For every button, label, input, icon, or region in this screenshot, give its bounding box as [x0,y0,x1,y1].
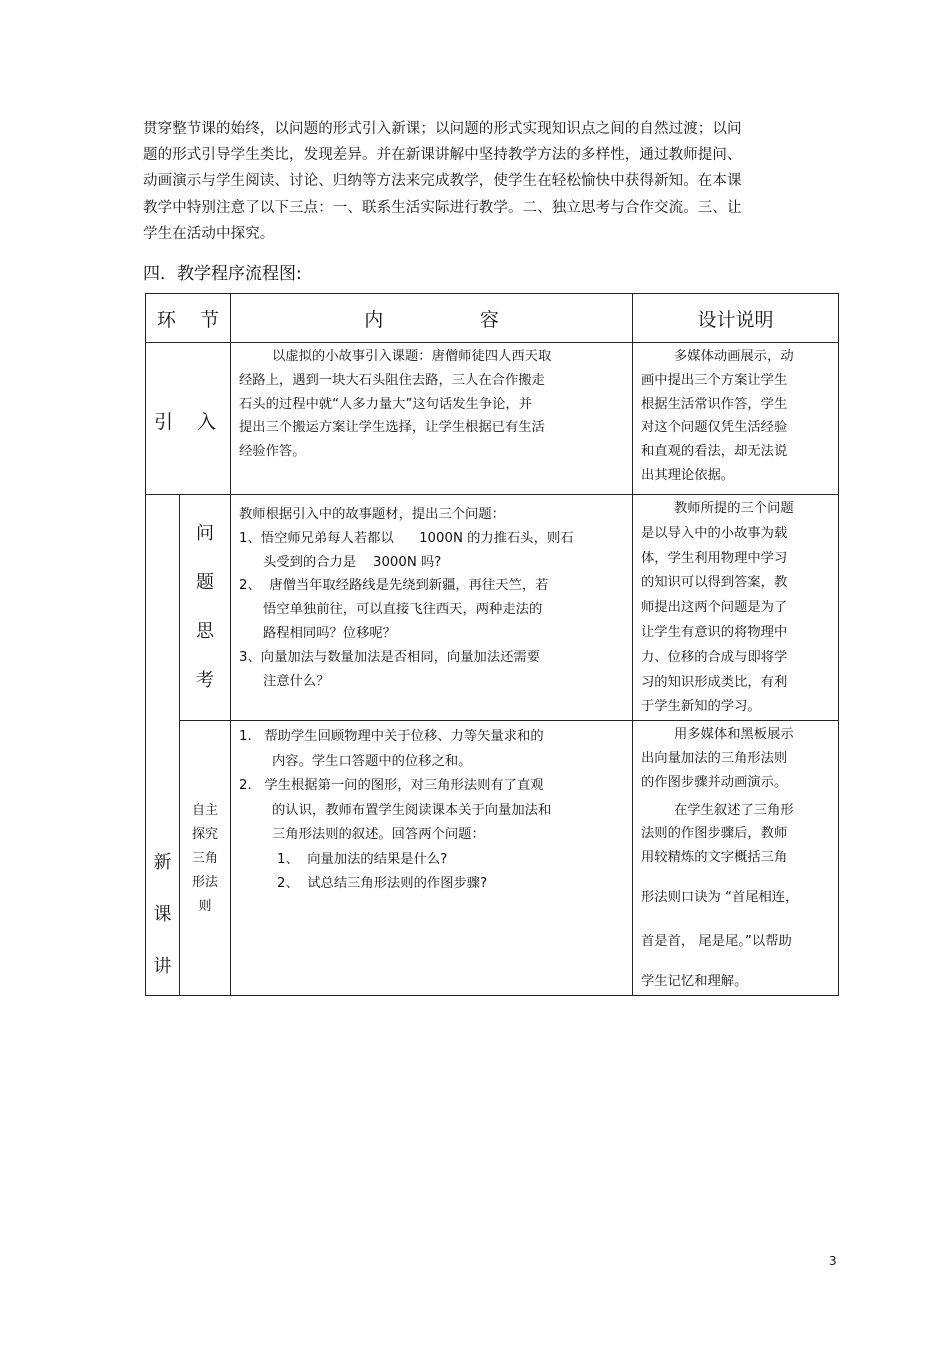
note-line: 用多媒体和黑板展示 [674,727,794,743]
question-char: 考 [196,670,214,691]
page-number: 3 [829,1254,837,1268]
content-line: 1、悟空师兄弟每人若都以 1000N 的力推石头，则石 [239,530,574,546]
note-line: 和直观的看法，却无法说 [641,444,788,460]
content-line: 石头的过程中就“人多力量大”这句话发生争论，并 [239,396,533,412]
stage-intro [146,343,231,495]
content-line: 提出三个搬运方案让学生选择，让学生根据已有生活 [239,420,545,436]
content-line: 悟空单独前往，可以直接飞往西天，两种走法的 [263,602,543,618]
note-line: 用较精炼的文字概括三角 [641,850,788,866]
header-stage: 环 节 [146,294,231,343]
header-content: 内 容 [231,294,633,343]
intro-line: 题的形式引导学生类比，发现差异。并在新课讲解中坚持教学方法的多样性，通过教师提问、 [143,147,742,164]
note-line: 出其理论依据。 [641,467,735,483]
new-lesson-char: 课 [153,904,172,926]
content-line: 2. 学生根据第一问的图形，对三角形法则有了直观 [239,778,544,794]
note-line: 的知识可以得到答案，教 [641,575,788,591]
sub-stage-question [180,495,231,721]
note-line: 体，学生利用物理中学习 [641,550,788,566]
stage-intro-label: 引 入 [154,411,217,433]
note-line: 力、位移的合成与即将学 [641,649,788,665]
explore-label-line: 形法 [192,875,219,891]
note-line: 首是首， 尾是尾。”以帮助 [641,933,792,949]
content-line: 3、向量加法与数量加法是否相同，向量加法还需要 [239,649,541,665]
content-line: 三角形法则的叙述。回答两个问题： [272,827,485,843]
explore-label-line: 三角 [192,851,219,867]
note-line: 对这个问题仅凭生活经验 [641,420,788,436]
note-line: 的作图步骤并动画演示。 [641,774,788,790]
content-line: 教师根据引入中的故事题材，提出三个问题： [239,507,505,522]
note-line: 师提出这两个问题是为了 [641,600,788,616]
intro-paragraph [143,116,755,247]
note-line: 法则的作图步骤后，教师 [641,826,788,842]
question-char: 思 [196,621,214,642]
intro-content [231,343,633,495]
content-line: 注意什么？ [263,673,330,689]
explore-label-line: 则 [198,899,212,915]
table-row-explore [146,721,839,996]
question-note [633,495,839,721]
question-char: 问 [196,523,214,544]
note-line: 习的知识形成类比，有利 [641,674,788,690]
content-line: 1、 向量加法的结果是什么? [277,851,448,867]
table-row-intro [146,343,839,495]
table-row-question [146,495,839,721]
content-line: 头受到的合力是 3000N 吗? [263,554,442,570]
explore-note [633,721,839,996]
explore-label-line: 探究 [192,827,219,843]
content-line: 以虚拟的小故事引入课题：唐僧师徒四人西天取 [272,349,552,364]
explore-label-line: 自主 [192,803,219,819]
note-line: 形法则口诀为 “首尾相连， [641,889,799,905]
note-line: 在学生叙述了三角形 [674,802,794,818]
content-line: 2、 试总结三角形法则的作图步骤? [277,876,488,892]
question-char: 题 [196,572,214,593]
note-line: 出向量加法的三角形法则 [641,750,788,766]
note-line: 让学生有意识的将物理中 [641,624,788,640]
table-header-row [146,294,839,343]
note-line: 于学生新知的学习。 [641,699,761,715]
header-note: 设计说明 [633,294,839,343]
explore-content [231,721,633,996]
intro-line: 教学中特别注意了以下三点：一、联系生活实际进行教学。二、独立思考与合作交流。三、让 [143,199,742,216]
note-line: 学生记忆和理解。 [641,973,748,989]
new-lesson-char: 新 [153,852,172,874]
content-line: 的认识，教师布置学生阅读课本关于向量加法和 [272,802,552,818]
content-line: 路程相同吗？位移呢？ [263,625,396,641]
intro-line: 贯穿整节课的始终，以问题的形式引入新课；以问题的形式实现知识点之间的自然过渡；以问 [143,121,742,137]
note-line: 是以导入中的小故事为载 [641,525,788,541]
content-line: 经验作答。 [239,444,306,460]
stage-new-lesson [146,495,180,996]
sub-stage-explore [180,721,231,996]
flow-table [145,293,839,996]
content-line: 经路上，遇到一块大石头阻住去路，三人在合作搬走 [239,372,545,388]
note-line: 多媒体动画展示，动 [674,349,794,364]
content-line: 内容。学生口答题中的位移之和。 [272,753,472,769]
intro-line: 学生在活动中探究。 [143,225,275,242]
content-line: 2、 唐僧当年取经路线是先绕到新疆，再往天竺，若 [239,578,549,594]
note-line: 根据生活常识作答，学生 [641,396,788,412]
note-line: 画中提出三个方案让学生 [641,372,788,388]
section-heading: 四．教学程序流程图: [143,264,302,284]
intro-line: 动画演示与学生阅读、讨论、归纳等方法来完成教学，使学生在轻松愉快中获得新知。在本课 [143,173,742,190]
note-line: 教师所提的三个问题 [674,501,794,516]
question-content [231,495,633,721]
new-lesson-char: 讲 [153,956,172,978]
content-line: 1. 帮助学生回顾物理中关于位移、力等矢量求和的 [239,729,544,745]
intro-note [633,343,839,495]
